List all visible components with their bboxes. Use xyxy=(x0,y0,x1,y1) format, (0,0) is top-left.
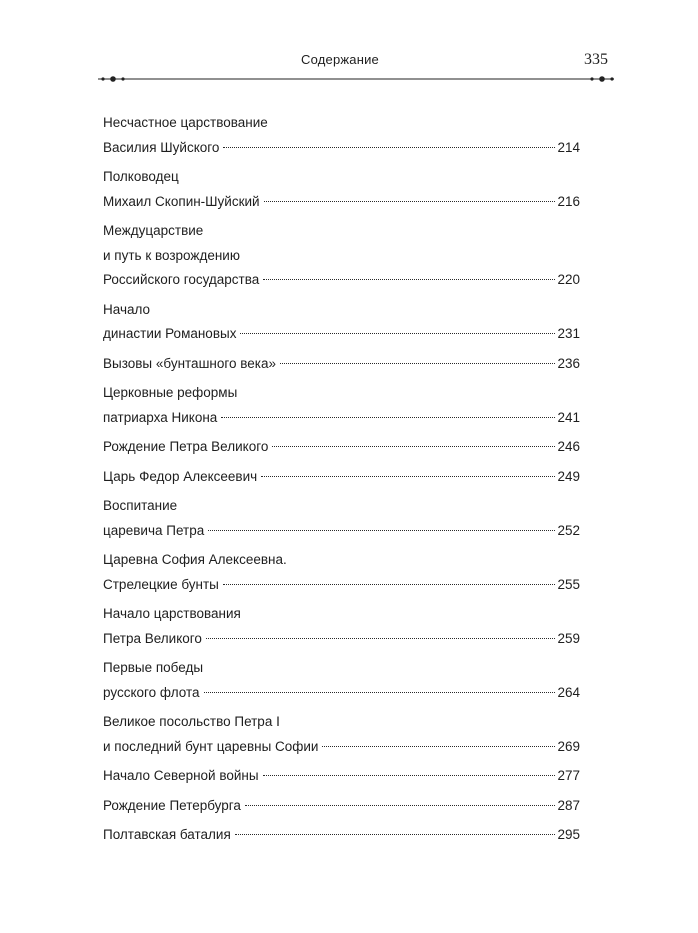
dot-leader xyxy=(272,445,555,447)
toc-entry-title: патриарха Никона xyxy=(103,409,218,425)
toc-entry-title: Вызовы «бунташного века» xyxy=(103,355,276,371)
toc-entry-last-line xyxy=(103,353,580,375)
toc-page-number: 236 xyxy=(557,355,580,371)
toc-entry-title: Рождение Петербурга xyxy=(103,797,241,813)
toc-entry-last-line xyxy=(103,736,580,758)
dot-leader xyxy=(240,332,555,334)
toc-entry-title: Начало царствования xyxy=(103,606,241,621)
toc-entry-title: Российского государства xyxy=(103,272,260,287)
page-number: 335 xyxy=(584,51,608,68)
toc-entry-last-line xyxy=(103,520,580,542)
toc-entry-title: Полководец xyxy=(103,169,179,184)
dot-leader xyxy=(264,200,556,202)
toc-entry-title: Михаил Скопин-Шуйский xyxy=(103,193,260,209)
toc-entry-line xyxy=(103,245,580,267)
toc-entry-title: Церковные реформы xyxy=(103,385,238,400)
toc-entry-last-line xyxy=(103,795,580,817)
toc-entry-title: Первые победы xyxy=(103,660,204,675)
toc-page-number: 264 xyxy=(557,684,580,700)
toc-page-number: 220 xyxy=(557,272,580,287)
toc-entry-line xyxy=(103,299,580,321)
dot-leader xyxy=(223,146,555,148)
dot-leader xyxy=(204,691,556,693)
toc-page-number: 269 xyxy=(557,738,580,754)
toc-page-number: 231 xyxy=(557,326,580,341)
dot-leader xyxy=(245,804,556,806)
toc-entry-last-line xyxy=(103,765,580,787)
toc-page-number: 255 xyxy=(557,576,580,592)
toc-entry-title: Начало Северной войны xyxy=(103,768,259,783)
toc-page-number: 246 xyxy=(557,439,580,454)
toc-page-number: 249 xyxy=(557,468,580,484)
toc-entry-last-line xyxy=(103,466,580,488)
toc-entry-title: Междуцарствие xyxy=(103,223,204,238)
toc-entry-title: Царь Федор Алексеевич xyxy=(103,468,258,484)
dot-leader xyxy=(263,774,556,776)
toc-entry-title: Стрелецкие бунты xyxy=(103,576,219,592)
dot-leader xyxy=(280,362,555,364)
dot-leader xyxy=(263,278,555,280)
toc-entry-title: Великое посольство Петра I xyxy=(103,714,280,729)
toc-entry-title: и последний бунт царевны Софии xyxy=(103,738,319,754)
toc-entry-title: Несчастное царствование xyxy=(103,115,268,130)
header-title: Содержание xyxy=(301,52,379,67)
dot-leader xyxy=(322,745,555,747)
toc-entry-line xyxy=(103,549,580,571)
toc-entry-title: Полтавская баталия xyxy=(103,827,231,842)
toc-page-number: 214 xyxy=(557,139,580,155)
toc-entry-line xyxy=(103,166,580,188)
dot-leader xyxy=(261,475,555,477)
toc-entry-last-line xyxy=(103,824,580,846)
toc-entry-last-line xyxy=(103,407,580,429)
toc-entry-title: русского флота xyxy=(103,684,200,700)
toc-entry-line xyxy=(103,112,580,134)
toc-entry-line xyxy=(103,603,580,625)
toc-page-number: 295 xyxy=(557,827,580,842)
toc-page-number: 241 xyxy=(557,409,580,425)
toc-entry-line xyxy=(103,657,580,679)
toc-entry-last-line xyxy=(103,436,580,458)
toc-entry-title: Начало xyxy=(103,301,151,317)
toc-entry-title: и путь к возрождению xyxy=(103,247,240,263)
dot-leader xyxy=(235,833,556,835)
toc-entry-last-line xyxy=(103,628,580,650)
toc-entry-line xyxy=(103,220,580,242)
toc-entry-last-line xyxy=(103,137,580,159)
toc-page-number: 216 xyxy=(557,193,580,209)
dot-leader xyxy=(223,583,556,585)
toc-page-number: 252 xyxy=(557,522,580,538)
dot-leader xyxy=(208,529,555,531)
toc-page-number: 287 xyxy=(557,797,580,813)
dot-leader xyxy=(221,416,555,418)
toc-entry-title: Воспитание xyxy=(103,498,178,513)
toc-entry-line xyxy=(103,711,580,733)
toc-page-number: 259 xyxy=(557,630,580,646)
toc-entry-last-line xyxy=(103,191,580,213)
toc-entry-title: Василия Шуйского xyxy=(103,139,220,155)
toc-entry-title: Царевна София Алексеевна. xyxy=(103,552,287,567)
toc-entry-last-line xyxy=(103,269,580,291)
toc-entry-title: царевича Петра xyxy=(103,522,205,538)
toc-entry-title: Рождение Петра Великого xyxy=(103,439,269,454)
toc-entry-title: династии Романовых xyxy=(103,326,237,341)
toc-entry-last-line xyxy=(103,323,580,345)
toc-page-number: 277 xyxy=(557,768,580,783)
toc-entry-line xyxy=(103,382,580,404)
toc-entry-last-line xyxy=(103,574,580,596)
toc-entry-line xyxy=(103,495,580,517)
toc-entry-last-line xyxy=(103,682,580,704)
dot-leader xyxy=(206,637,556,639)
toc-entry-title: Петра Великого xyxy=(103,630,202,646)
